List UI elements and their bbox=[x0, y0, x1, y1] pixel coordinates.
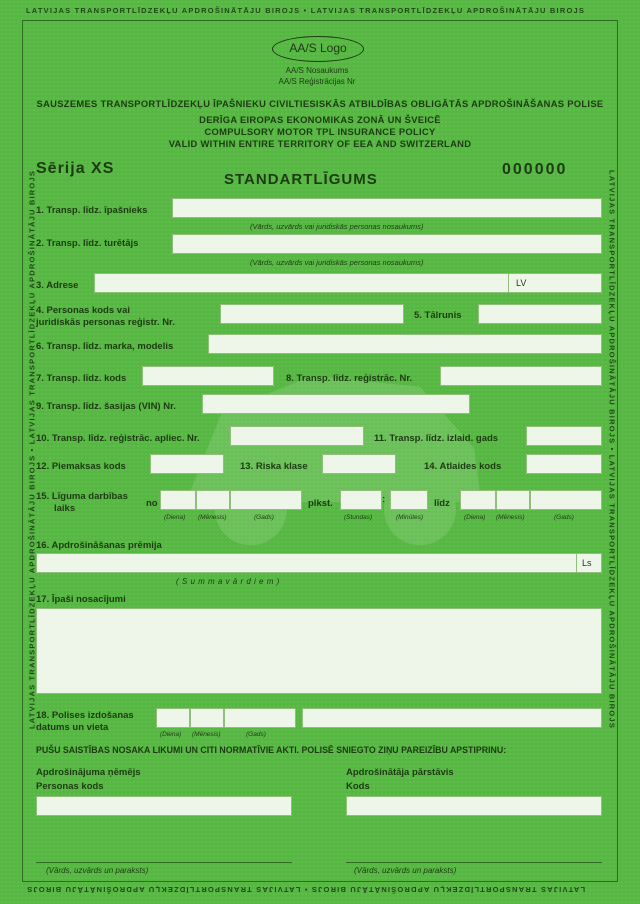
company-reg: AA/S Reģistrācijas Nr bbox=[278, 77, 356, 86]
personal-code-label-1: 4. Personas kods vai bbox=[36, 305, 130, 316]
border-text-left: LATVIJAS TRANSPORTLĪDZEKĻU APDROŠINĀTĀJU BIROJS • LATVIJAS TRANSPORTLĪDZEKĻU APDROŠINĀTĀJU BIROJS bbox=[27, 169, 37, 730]
issue-year-caption: (Gads) bbox=[246, 731, 266, 738]
phone-label: 5. Tālrunis bbox=[414, 310, 462, 321]
address-country: LV bbox=[516, 278, 527, 288]
special-conditions-field[interactable] bbox=[36, 608, 602, 694]
from-month-field[interactable] bbox=[196, 490, 230, 510]
insured-label-2: Personas kods bbox=[36, 781, 104, 792]
risk-class-field[interactable] bbox=[322, 454, 396, 474]
from-year-field[interactable] bbox=[230, 490, 302, 510]
issue-day-field[interactable] bbox=[156, 708, 190, 728]
border-text-bottom: LATVIJAS TRANSPORTLĪDZEKĻU APDROŠINĀTĀJU BIROJS • LATVIJAS TRANSPORTLĪDZEKĻU APDROŠINĀTĀJU BIROJS bbox=[26, 885, 586, 894]
hour-field[interactable] bbox=[340, 490, 382, 510]
make-model-label: 6. Transp. līdz. marka, modelis bbox=[36, 341, 174, 352]
issue-label-1: 18. Polises izdošanas bbox=[36, 710, 134, 721]
holder-label: 2. Transp. līdz. turētājs bbox=[36, 238, 139, 249]
reg-number-label: 8. Transp. līdz. reģistrāc. Nr. bbox=[286, 373, 413, 384]
reg-cert-label: 10. Transp. līdz. reģistrāc. apliec. Nr. bbox=[36, 433, 200, 444]
vehicle-code-field[interactable] bbox=[142, 366, 274, 386]
premium-currency: Ls bbox=[582, 558, 592, 568]
from-month-caption: (Mēnesis) bbox=[198, 514, 227, 521]
term-to-label: līdz bbox=[434, 498, 450, 509]
insured-signature-line[interactable] bbox=[36, 862, 292, 863]
owner-caption: (Vārds, uzvārds vai juridiskās personas nosaukums) bbox=[250, 222, 424, 231]
discount-label: 14. Atlaides kods bbox=[424, 461, 502, 472]
insurer-signature-line[interactable] bbox=[346, 862, 602, 863]
insured-code-field[interactable] bbox=[36, 796, 292, 816]
term-from-label: no bbox=[146, 498, 158, 509]
insurer-label-2: Kods bbox=[346, 781, 370, 792]
reg-number-field[interactable] bbox=[440, 366, 602, 386]
issue-month-caption: (Mēnesis) bbox=[192, 731, 221, 738]
term-label-2: laiks bbox=[54, 503, 76, 514]
hour-caption: (Stundas) bbox=[344, 514, 373, 521]
series: Sērija XS bbox=[36, 160, 115, 177]
address-label: 3. Adrese bbox=[36, 280, 79, 291]
headline-area-lv: DERĪGA EIROPAS EKONOMIKAS ZONĀ UN ŠVEICĒ bbox=[199, 114, 441, 125]
make-model-field[interactable] bbox=[208, 334, 602, 354]
issue-year-field[interactable] bbox=[224, 708, 296, 728]
insurer-label-1: Apdrošinātāja pārstāvis bbox=[346, 767, 454, 778]
border-text-right: LATVIJAS TRANSPORTLĪDZEKĻU APDROŠINĀTĀJU BIROJS • LATVIJAS TRANSPORTLĪDZEKĻU APDROŠINĀTĀJU BIROJS bbox=[607, 169, 617, 730]
insurer-code-field[interactable] bbox=[346, 796, 602, 816]
personal-code-label-2: juridiskās personas reģistr. Nr. bbox=[36, 317, 175, 328]
term-time-label: plkst. bbox=[308, 498, 333, 509]
policy-number: 000000 bbox=[502, 161, 568, 178]
from-year-caption: (Gads) bbox=[254, 514, 274, 521]
premium-field[interactable] bbox=[36, 553, 602, 573]
to-month-field[interactable] bbox=[496, 490, 530, 510]
to-day-field[interactable] bbox=[460, 490, 496, 510]
holder-field[interactable] bbox=[172, 234, 602, 254]
surcharge-label: 12. Piemaksas kods bbox=[36, 461, 126, 472]
to-month-caption: (Mēnesis) bbox=[496, 514, 525, 521]
legal-statement: PUŠU SAISTĪBAS NOSAKA LIKUMI UN CITI NORMATĪVIE AKTI. POLISĒ SNIEGTO ZIŅU PAREIZĪBU APSTIPRINU: bbox=[36, 745, 507, 755]
company-name: AA/S Nosaukums bbox=[285, 66, 349, 75]
premium-label: 16. Apdrošināšanas prēmija bbox=[36, 540, 162, 551]
issue-day-caption: (Diena) bbox=[160, 731, 182, 738]
headline-en1: COMPULSORY MOTOR TPL INSURANCE POLICY bbox=[204, 126, 436, 137]
owner-field[interactable] bbox=[172, 198, 602, 218]
special-conditions-label: 17. Īpaši nosacījumi bbox=[36, 594, 126, 605]
minute-caption: (Minūtes) bbox=[396, 514, 424, 521]
insurer-signature-caption: (Vārds, uzvārds un paraksts) bbox=[354, 866, 457, 875]
issue-place-field[interactable] bbox=[302, 708, 602, 728]
page-title: STANDARTLĪGUMS bbox=[224, 171, 378, 188]
year-field[interactable] bbox=[526, 426, 602, 446]
to-year-field[interactable] bbox=[530, 490, 602, 510]
premium-caption: ( S u m m a v ā r d i e m ) bbox=[176, 577, 280, 586]
insured-label-1: Apdrošinājuma ņēmējs bbox=[36, 767, 141, 778]
time-separator: : bbox=[382, 494, 386, 505]
headline-lv: SAUSZEMES TRANSPORTLĪDZEKĻU ĪPAŠNIEKU CIVILTIESISKĀS ATBILDĪBAS OBLIGĀTĀS APDROŠINĀŠANAS POLISE bbox=[36, 98, 604, 109]
discount-field[interactable] bbox=[526, 454, 602, 474]
from-day-field[interactable] bbox=[160, 490, 196, 510]
issue-label-2: datums un vieta bbox=[36, 722, 109, 733]
vin-field[interactable] bbox=[202, 394, 470, 414]
border-text-top: LATVIJAS TRANSPORTLĪDZEKĻU APDROŠINĀTĀJU BIROJS • LATVIJAS TRANSPORTLĪDZEKĻU APDROŠINĀTĀJU BIROJS bbox=[26, 6, 586, 15]
to-year-caption: (Gads) bbox=[554, 514, 574, 521]
owner-label: 1. Transp. līdz. īpašnieks bbox=[36, 205, 148, 216]
surcharge-field[interactable] bbox=[150, 454, 224, 474]
issue-month-field[interactable] bbox=[190, 708, 224, 728]
year-label: 11. Transp. līdz. izlaid. gads bbox=[374, 433, 499, 444]
reg-cert-field[interactable] bbox=[230, 426, 364, 446]
risk-class-label: 13. Riska klase bbox=[240, 461, 308, 472]
personal-code-field[interactable] bbox=[220, 304, 404, 324]
holder-caption: (Vārds, uzvārds vai juridiskās personas nosaukums) bbox=[250, 258, 424, 267]
insured-signature-caption: (Vārds, uzvārds un paraksts) bbox=[46, 866, 149, 875]
vin-label: 9. Transp. līdz. šasijas (VIN) Nr. bbox=[36, 401, 176, 412]
from-day-caption: (Diena) bbox=[164, 514, 186, 521]
phone-field[interactable] bbox=[478, 304, 602, 324]
minute-field[interactable] bbox=[390, 490, 428, 510]
to-day-caption: (Diena) bbox=[464, 514, 486, 521]
company-logo: AA/S Logo bbox=[272, 36, 364, 62]
vehicle-code-label: 7. Transp. līdz. kods bbox=[36, 373, 127, 384]
headline-en2: VALID WITHIN ENTIRE TERRITORY OF EEA AND SWITZERLAND bbox=[168, 138, 472, 149]
term-label-1: 15. Līguma darbības bbox=[36, 491, 128, 502]
